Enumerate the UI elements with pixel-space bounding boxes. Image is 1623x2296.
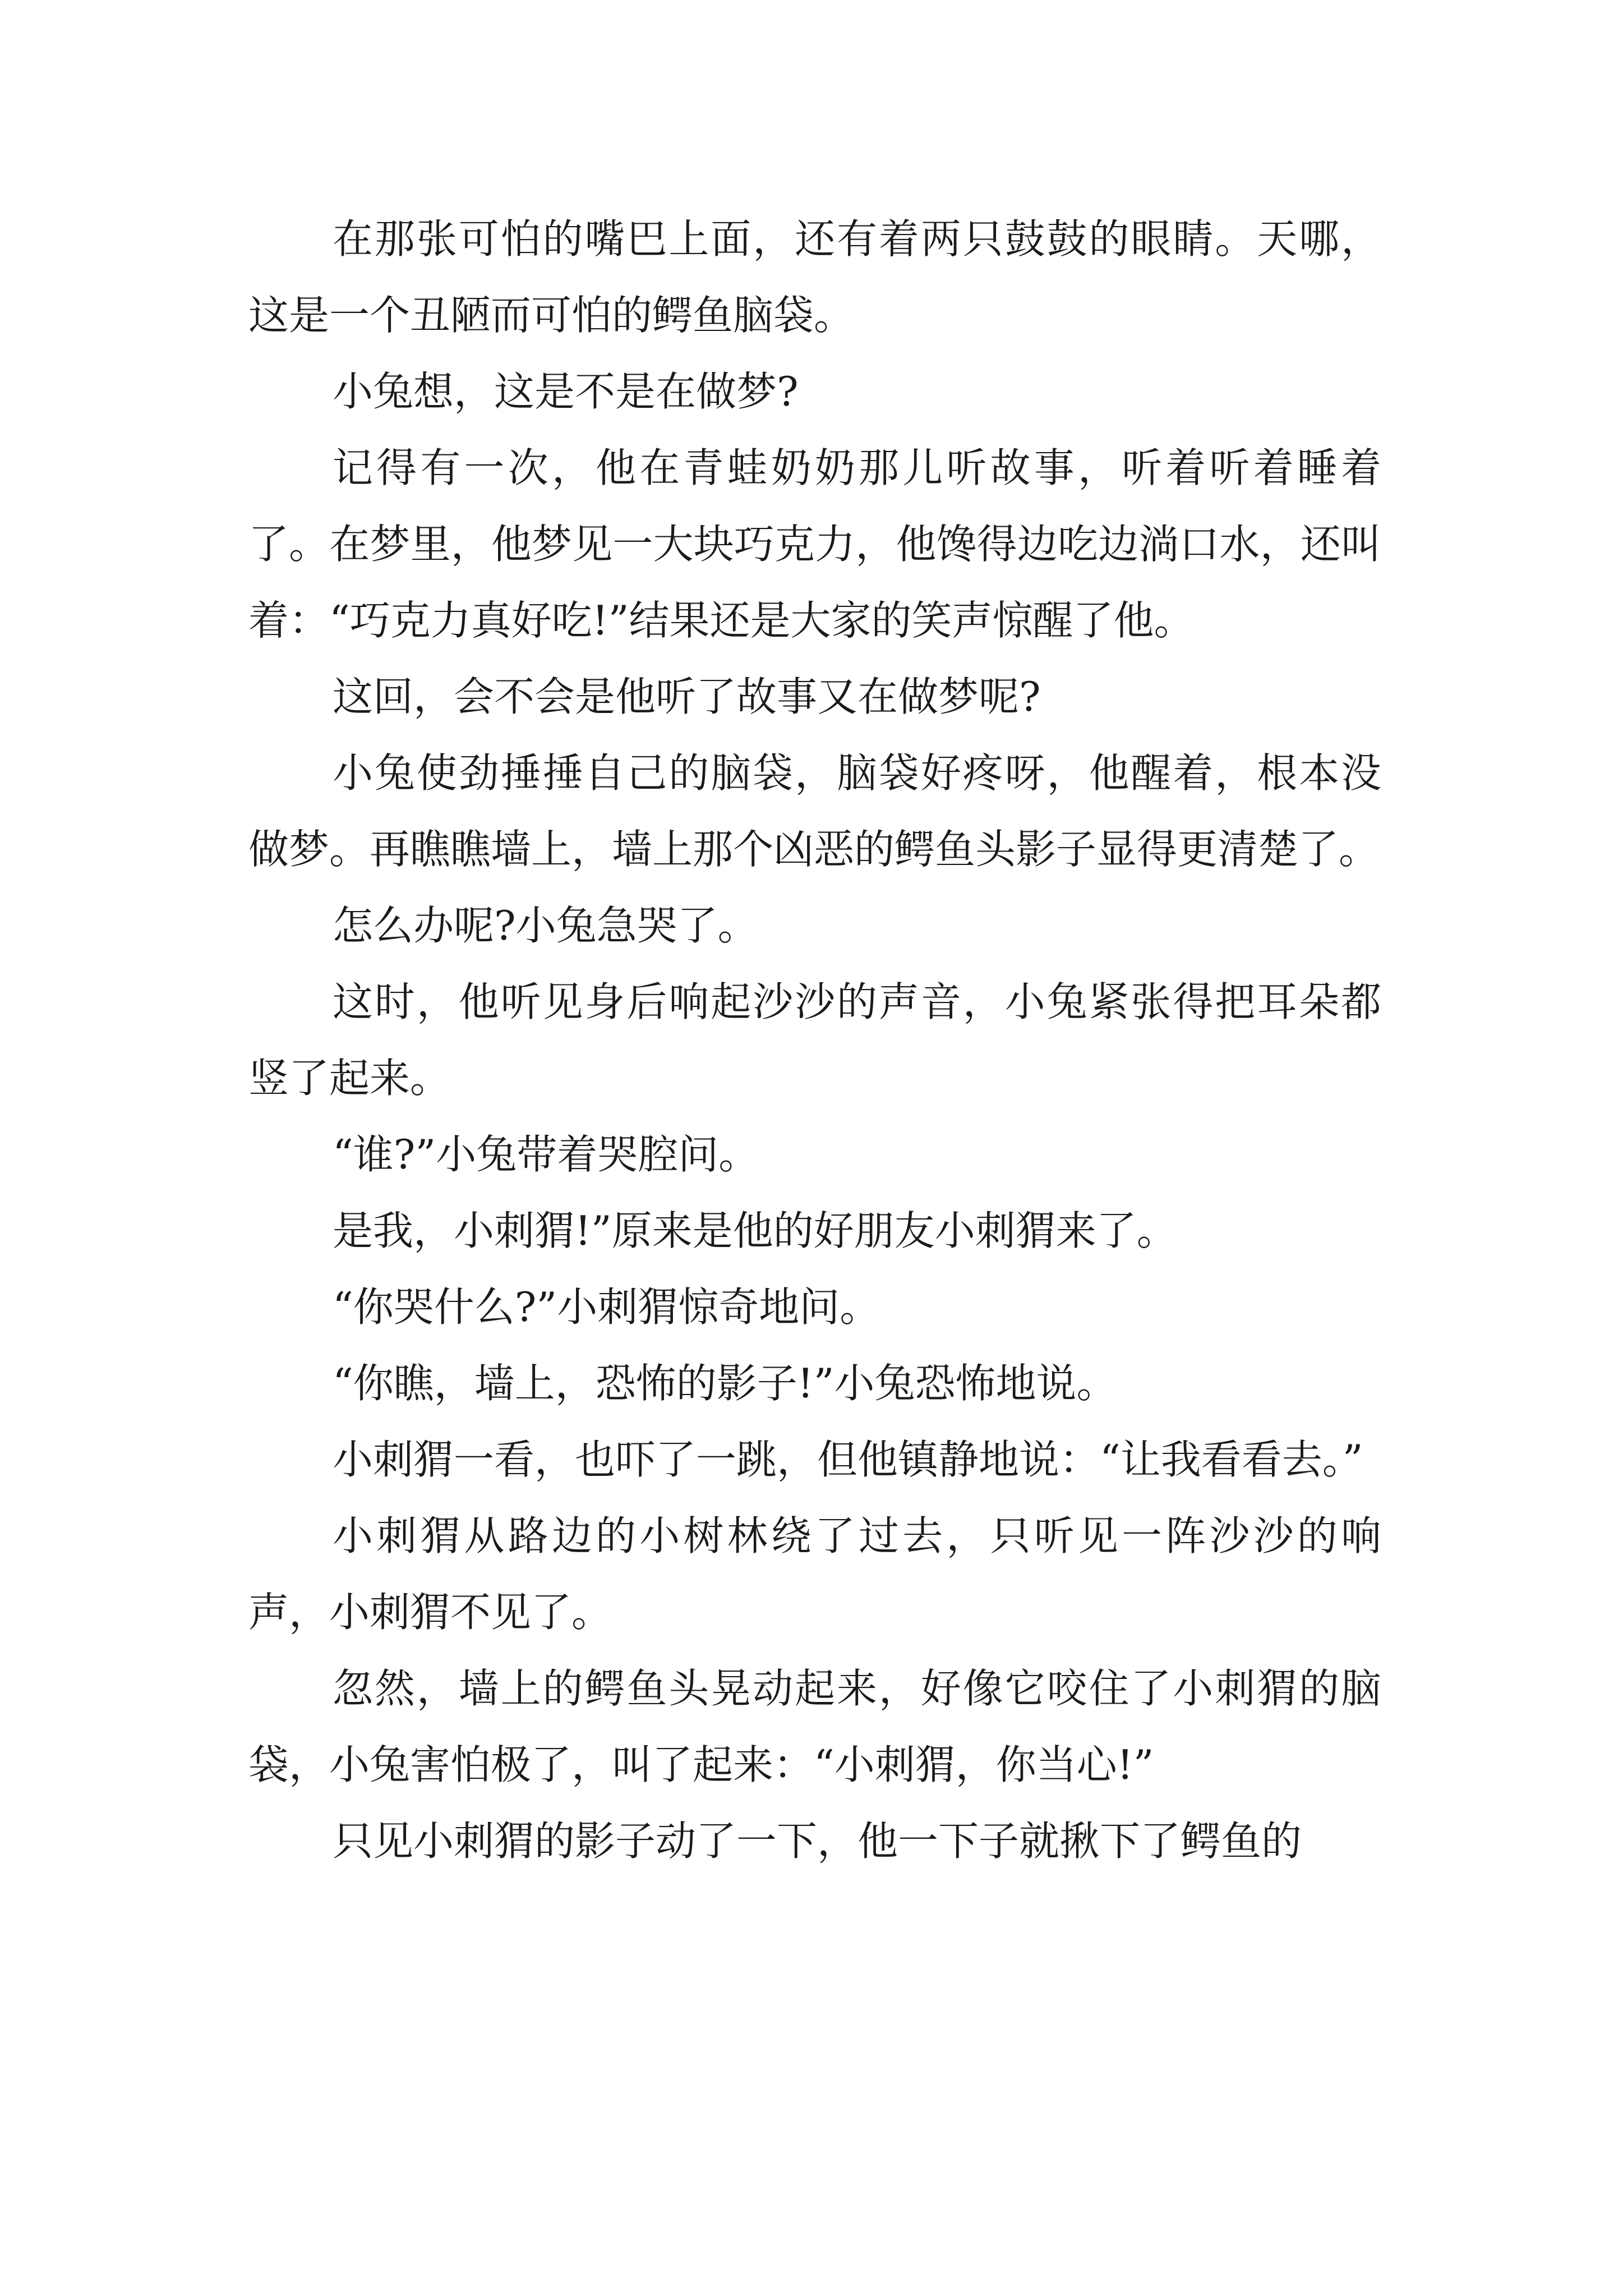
paragraph: 这回，会不会是他听了故事又在做梦呢? (333, 673, 1041, 720)
paragraph: 小兔使劲捶捶自己的脑袋，脑袋好疼呀，他醒着，根本没做梦。再瞧瞧墙上，墙上那个凶恶的鳄鱼头影子显得更清楚了。 (248, 749, 1381, 873)
paragraph: 记得有一次，他在青蛙奶奶那儿听故事，听着听着睡着了。在梦里，他梦见一大块巧克力，他馋得边吃边淌口水，还叫着：“巧克力真好吃!”结果还是大家的笑声惊醒了他。 (248, 444, 1381, 644)
paragraph: 小刺猬从路边的小树林绕了过去，只听见一阵沙沙的响声，小刺猬不见了。 (248, 1512, 1381, 1636)
paragraph: 是我，小刺猬!”原来是他的好朋友小刺猬来了。 (333, 1207, 1177, 1254)
story-text (248, 201, 1381, 1879)
paragraph: 小刺猬一看，也吓了一跳，但他镇静地说：“让我看看去。” (333, 1436, 1363, 1483)
paragraph: 怎么办呢?小兔急哭了。 (333, 902, 758, 949)
paragraph: 只见小刺猬的影子动了一下，他一下子就揪下了鳄鱼的 (333, 1818, 1302, 1865)
paragraph: 这时，他听见身后响起沙沙的声音，小兔紧张得把耳朵都竖了起来。 (248, 978, 1381, 1102)
paragraph: 忽然，墙上的鳄鱼头晃动起来，好像它咬住了小刺猬的脑袋，小兔害怕极了，叫了起来：“小刺猬，你当心!” (248, 1665, 1381, 1788)
paragraph: “谁?”小兔带着哭腔问。 (333, 1131, 759, 1178)
paragraph: “你哭什么?”小刺猬惊奇地问。 (333, 1283, 880, 1331)
paragraph: 在那张可怕的嘴巴上面，还有着两只鼓鼓的眼睛。天哪，这是一个丑陋而可怕的鳄鱼脑袋。 (248, 215, 1381, 339)
paragraph: 小兔想，这是不是在做梦? (333, 368, 799, 415)
paragraph: “你瞧，墙上，恐怖的影子!”小兔恐怖地说。 (333, 1360, 1117, 1407)
